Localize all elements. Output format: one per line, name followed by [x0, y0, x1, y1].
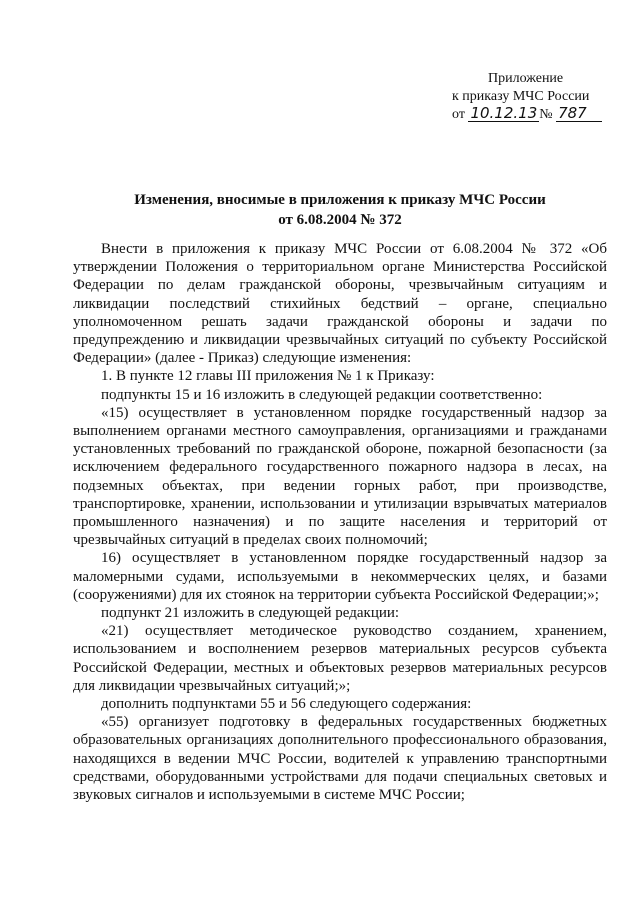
paragraph-subitem-21: «21) осуществляет методическое руководство созданием, хранением, использованием и восполнением резервов материальных ресурсов субъекта Российской Федерации, местных и объектовых резервов материальных ресурсов для ликвидации чрезвычайных ситуаций;»; — [73, 623, 607, 694]
paragraph-subitem-55: «55) организует подготовку в федеральных государственных бюджетных образовательных организациях дополнительного профессионального образования, находящихся в ведении МЧС России, водителей к управлению транспортными средствами, оборудованными устройствами для подачи специальных световых и звуковых сигналов и используемыми в системе МЧС России; — [73, 714, 607, 804]
number-sign: № — [539, 107, 553, 122]
document-title — [60, 190, 620, 230]
paragraph-add-55-56: дополнить подпунктами 55 и 56 следующего содержания: — [101, 696, 472, 713]
paragraph-subitem-16: 16) осуществляет в установленном порядке государственный надзор за маломерными судами, используемыми в некоммерческих целях, и базами (сооружениями) для их стоянок на территории субъекта Российской Федерации;»; — [73, 550, 607, 603]
paragraph-intro: Внести в приложения к приказу МЧС России от 6.08.2004 № 372 «Об утверждении Положения о территориальном органе Министерства Российской Федерации по делам гражданской обороны, чрезвычайным ситуациям и ликвидации последствий стихийных бедствий – органе, специально уполномоченном решать задачи гражданской обороны и задачи по предупреждению и ликвидации чрезвычайных ситуаций по субъекту Российской Федерации» (далее - Приказ) следующие изменения: — [73, 241, 607, 367]
paragraph-subitem-21-intro: подпункт 21 изложить в следующей редакции: — [101, 605, 400, 622]
handwritten-date: 10.12.13 — [470, 104, 538, 122]
handwritten-number: 787 — [556, 106, 602, 122]
appendix-header — [452, 70, 622, 124]
document-body — [73, 240, 607, 804]
paragraph-subitem-15: «15) осуществляет в установленном порядке государственный надзор за выполнением органами местного самоуправления, организациями и гражданами установленных требований по гражданской обороне, пожарной безопасности (за исключением федерального государственного пожарного надзора в лесах, на подземных объектах, при ведении горных работ, при производстве, транспортировке, хранении, использовании и утилизации взрывчатых материалов промышленного назначения) и по защите населения и территорий от чрезвычайных ситуаций в пределах своих полномочий; — [73, 404, 607, 549]
title-line-2: от 6.08.2004 № 372 — [278, 212, 402, 228]
appendix-date-line — [452, 106, 622, 124]
title-line-1: Изменения, вносимые в приложения к приказу МЧС России — [134, 192, 546, 208]
paragraph-subitems-15-16: подпункты 15 и 16 изложить в следующей редакции соответственно: — [101, 386, 543, 403]
appendix-from-label: от — [452, 107, 465, 122]
paragraph-item-1: 1. В пункте 12 главы III приложения № 1 к Приказу: — [101, 368, 435, 385]
appendix-order-ref: к приказу МЧС России — [452, 89, 590, 104]
appendix-label: Приложение — [488, 71, 564, 86]
